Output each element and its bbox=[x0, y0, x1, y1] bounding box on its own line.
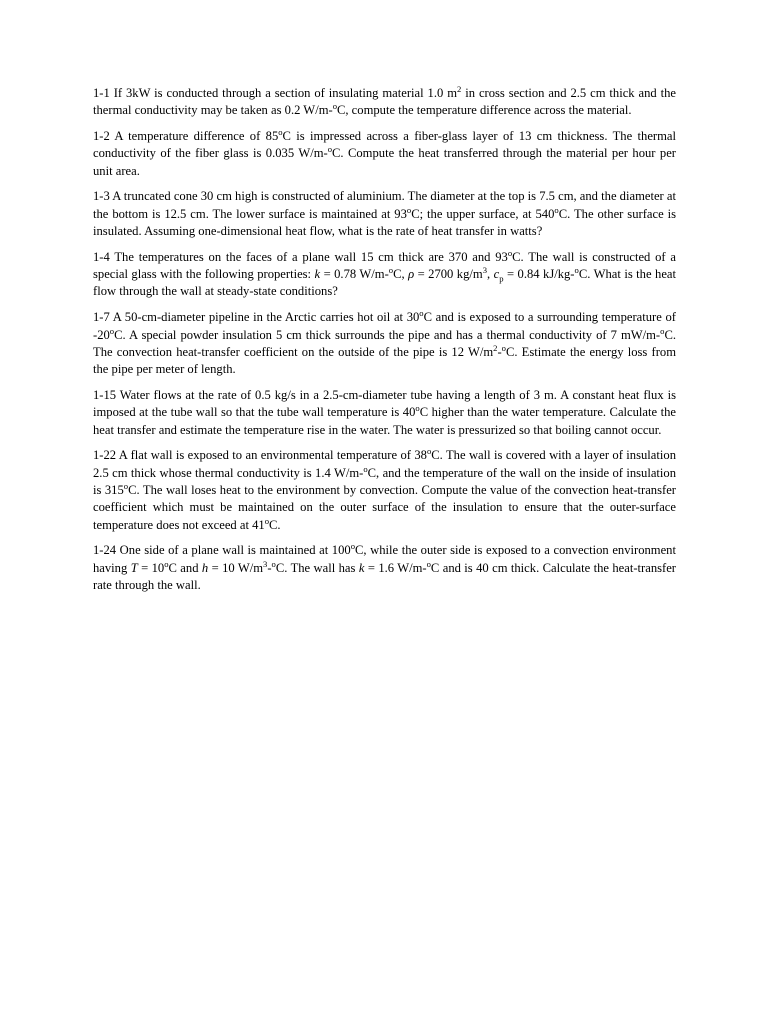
text-run: C. The other surface is insulated. Assuming one-dimensional heat flow, what is the rate of heat transfer in watts? bbox=[93, 206, 677, 239]
problem-1-7 bbox=[93, 309, 676, 378]
text-run: = 1.6 W/m- bbox=[364, 560, 427, 575]
italic-symbol: T bbox=[130, 560, 138, 575]
problem-1-4 bbox=[93, 249, 676, 301]
superscript: o bbox=[406, 204, 412, 215]
text-run: 1-24 One side of a plane wall is maintained at 100 bbox=[93, 543, 351, 558]
text-run: , bbox=[487, 267, 494, 282]
superscript: o bbox=[363, 463, 368, 474]
text-run: C, bbox=[393, 267, 409, 282]
superscript: o bbox=[426, 558, 431, 569]
text-run: 1-4 The temperatures on the faces of a plane wall 15 cm thick are 370 and 93 bbox=[93, 249, 508, 264]
text-run: = 2700 kg/m bbox=[414, 267, 483, 282]
text-run: C. The wall has bbox=[275, 560, 359, 575]
text-run: = 10 bbox=[137, 560, 165, 575]
text-run: C. The wall loses heat to the environment by convection. Compute the value of the convection heat-transfer coefficient which must be maintained on the outer surface of the insulation to ensure that the outer-surface temperature does not exceed at 41 bbox=[93, 482, 676, 532]
text-run: 1-15 Water flows at the rate of 0.5 kg/s in a 2.5-cm-diameter tube having a length of 3 m. A constant heat flux is imposed at the tube wall so that the tube wall temperature is 40 bbox=[93, 387, 676, 420]
italic-symbol: k bbox=[314, 267, 321, 282]
text-run: 1-1 If 3kW is conducted through a section of insulating material 1.0 m bbox=[93, 86, 458, 100]
text-run: C, while the outer side is exposed to a convection environment having bbox=[93, 543, 676, 575]
problem-1-3 bbox=[93, 188, 676, 240]
text-run: = 10 W/m bbox=[208, 560, 264, 575]
superscript: o bbox=[278, 126, 283, 137]
text-run: C and is 40 cm thick. Calculate the heat-transfer rate through the wall. bbox=[93, 560, 676, 592]
italic-symbol: k bbox=[358, 560, 365, 575]
superscript: o bbox=[426, 446, 432, 457]
text-run: C. The wall is covered with a layer of insulation 2.5 cm thick whose thermal conductivity is 1.4 W/m- bbox=[93, 448, 676, 480]
text-run: C and is exposed to a surrounding temperature of -20 bbox=[93, 310, 676, 342]
text-run: C is impressed across a fiber-glass layer of 13 cm thickness. The thermal conductivity of the fiber glass is 0.035 W/m- bbox=[93, 129, 676, 161]
superscript: o bbox=[507, 247, 513, 258]
superscript: 2 bbox=[457, 83, 462, 94]
superscript: 3 bbox=[263, 558, 268, 569]
superscript: o bbox=[501, 342, 506, 353]
superscript: o bbox=[109, 325, 115, 336]
italic-symbol: c bbox=[493, 267, 500, 282]
superscript: o bbox=[123, 480, 129, 491]
superscript: o bbox=[264, 515, 269, 526]
text-run: - bbox=[497, 344, 502, 359]
text-run: = 0.84 kJ/kg- bbox=[503, 267, 575, 282]
text-run: C and bbox=[168, 560, 202, 575]
superscript: o bbox=[271, 558, 276, 569]
superscript: o bbox=[415, 403, 420, 414]
superscript: o bbox=[574, 264, 579, 275]
subscript: p bbox=[499, 273, 504, 284]
superscript: o bbox=[660, 325, 665, 336]
text-run: C, and the temperature of the wall on the inside of insulation is 315 bbox=[93, 465, 676, 497]
problem-1-15 bbox=[93, 387, 676, 439]
superscript: 3 bbox=[482, 264, 487, 275]
text-run: 1-3 A truncated cone 30 cm high is constructed of aluminium. The diameter at the top is 7.5 cm, and the diameter at the bottom is 12.5 cm. The lower surface is maintained at 93 bbox=[93, 189, 676, 221]
superscript: o bbox=[164, 558, 169, 569]
text-run: = 0.78 W/m- bbox=[320, 267, 389, 282]
text-run: C. Estimate the energy loss from the pipe per meter of length. bbox=[93, 344, 676, 377]
text-run: C. The wall is constructed of a special glass with the following properties: bbox=[93, 249, 676, 282]
superscript: o bbox=[419, 308, 424, 319]
problem-1-24 bbox=[93, 542, 676, 594]
text-run: C. The convection heat-transfer coefficient on the outside of the pipe is 12 W/m bbox=[93, 327, 676, 359]
superscript: o bbox=[388, 264, 394, 275]
text-run: 1-2 A temperature difference of 85 bbox=[93, 129, 279, 144]
text-run: 1-7 A 50-cm-diameter pipeline in the Arctic carries hot oil at 30 bbox=[93, 310, 420, 325]
text-run: C. A special powder insulation 5 cm thick surrounds the pipe and has a thermal conductivity of 7 mW/m- bbox=[114, 327, 661, 342]
text-run: C. What is the heat flow through the wall at steady-state conditions? bbox=[93, 267, 677, 299]
superscript: o bbox=[327, 144, 332, 155]
text-run: C; the upper surface, at 540 bbox=[411, 206, 555, 221]
superscript: 2 bbox=[493, 342, 498, 353]
italic-symbol: ρ bbox=[408, 267, 415, 282]
text-run: C, compute the temperature difference across the material. bbox=[336, 103, 632, 118]
problem-1-2 bbox=[93, 128, 676, 180]
problem-1-1 bbox=[93, 85, 676, 120]
problem-sheet bbox=[93, 85, 676, 603]
superscript: o bbox=[554, 204, 559, 215]
text-run: 1-22 A flat wall is exposed to an environmental temperature of 38 bbox=[93, 448, 427, 463]
text-run: C. Compute the heat transferred through the material per hour per unit area. bbox=[93, 146, 677, 178]
text-run: C higher than the water temperature. Calculate the heat transfer and estimate the temperature rise in the water. The water is pressurized so that boiling cannot occur. bbox=[93, 405, 676, 437]
superscript: o bbox=[332, 101, 337, 112]
superscript: o bbox=[350, 541, 355, 552]
italic-symbol: h bbox=[201, 560, 209, 575]
text-run: - bbox=[267, 560, 272, 575]
text-run: in cross section and 2.5 cm thick and the thermal conductivity may be taken as 0.2 W/m- bbox=[93, 86, 676, 118]
text-run: C. bbox=[269, 517, 281, 532]
problem-1-22 bbox=[93, 447, 676, 533]
